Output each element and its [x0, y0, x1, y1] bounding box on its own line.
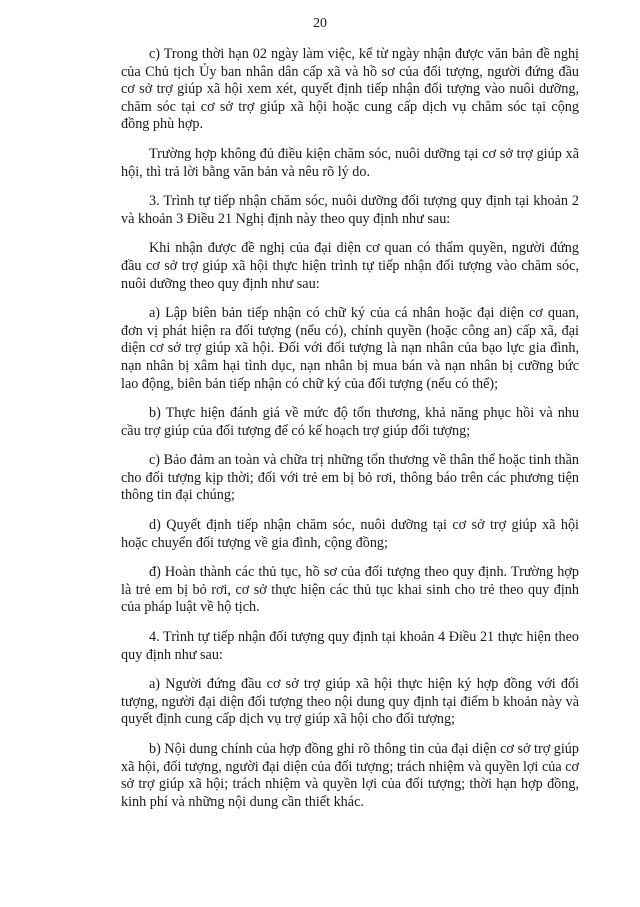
document-body: [121, 46, 579, 823]
paragraph-b-contract-content: b) Nội dung chính của hợp đồng ghi rõ thông tin của đại diện cơ sở trợ giúp xã hội, đối tượng, người đại diện của đối tượng; trách nhiệm và quyền lợi của cơ sở trợ giúp xã hội; trách nhiệm và quyền lợi của đối tượng; thời hạn hợp đồng, kinh phí và những nội dung cần thiết khác.: [121, 741, 579, 810]
paragraph-c-safety: c) Bảo đảm an toàn và chữa trị những tổn thương về thân thể hoặc tinh thần cho đối tượng kịp thời; đối với trẻ em bị bỏ rơi, thông báo trên các phương tiện thông tin đại chúng;: [121, 452, 579, 504]
paragraph-upon-request: Khi nhận được đề nghị của đại diện cơ quan có thẩm quyền, người đứng đầu cơ sở trợ giúp xã hội thực hiện trình tự tiếp nhận đối tượng vào chăm sóc, nuôi dưỡng theo quy định như sau:: [121, 240, 579, 292]
paragraph-b-assessment: b) Thực hiện đánh giá về mức độ tổn thương, khả năng phục hồi và nhu cầu trợ giúp của đối tượng để có kế hoạch trợ giúp đối tượng;: [121, 405, 579, 439]
paragraph-a-contract: a) Người đứng đầu cơ sở trợ giúp xã hội thực hiện ký hợp đồng với đối tượng, người đại diện đối tượng theo nội dung quy định tại điểm b khoản này và quyết định cung cấp dịch vụ trợ giúp xã hội cho đối tượng;: [121, 676, 579, 728]
paragraph-clause-4: 4. Trình tự tiếp nhận đối tượng quy định tại khoản 4 Điều 21 thực hiện theo quy định như sau:: [121, 629, 579, 663]
paragraph-c-time-limit: c) Trong thời hạn 02 ngày làm việc, kể từ ngày nhận được văn bản đề nghị của Chủ tịch Ủy ban nhân dân cấp xã và hồ sơ của đối tượng, người đứng đầu cơ sở trợ giúp xã hội xem xét, quyết định tiếp nhận đối tượng vào nuôi dưỡng, chăm sóc tại cơ sở trợ giúp xã hội hoặc cung cấp dịch vụ chăm sóc tại cộng đồng phù hợp.: [121, 46, 579, 133]
paragraph-d-decision: d) Quyết định tiếp nhận chăm sóc, nuôi dưỡng tại cơ sở trợ giúp xã hội hoặc chuyển đối tượng về gia đình, cộng đồng;: [121, 517, 579, 551]
paragraph-ineligible-case: Trường hợp không đủ điều kiện chăm sóc, nuôi dưỡng tại cơ sở trợ giúp xã hội, thì trả lời bằng văn bản và nêu rõ lý do.: [121, 145, 579, 180]
paragraph-dd-procedures: đ) Hoàn thành các thủ tục, hồ sơ của đối tượng theo quy định. Trường hợp là trẻ em bị bỏ rơi, cơ sở thực hiện các thủ tục khai sinh cho trẻ theo quy định của pháp luật về hộ tịch.: [121, 564, 579, 616]
page-number: 20: [313, 16, 327, 31]
paragraph-a-minutes: a) Lập biên bản tiếp nhận có chữ ký của cá nhân hoặc đại diện cơ quan, đơn vị phát hiện ra đối tượng (nếu có), chính quyền (hoặc công an) cấp xã, đại diện cơ sở trợ giúp xã hội. Đối với đối tượng là nạn nhân của bạo lực gia đình, nạn nhân bị xâm hại tình dục, nạn nhân bị mua bán và nạn nhân bị cưỡng bức lao động, biên bản tiếp nhận có chữ ký của đối tượng (nếu có thể);: [121, 305, 579, 392]
paragraph-clause-3: 3. Trình tự tiếp nhận chăm sóc, nuôi dưỡng đối tượng quy định tại khoản 2 và khoản 3 Điều 21 Nghị định này theo quy định như sau:: [121, 193, 579, 227]
